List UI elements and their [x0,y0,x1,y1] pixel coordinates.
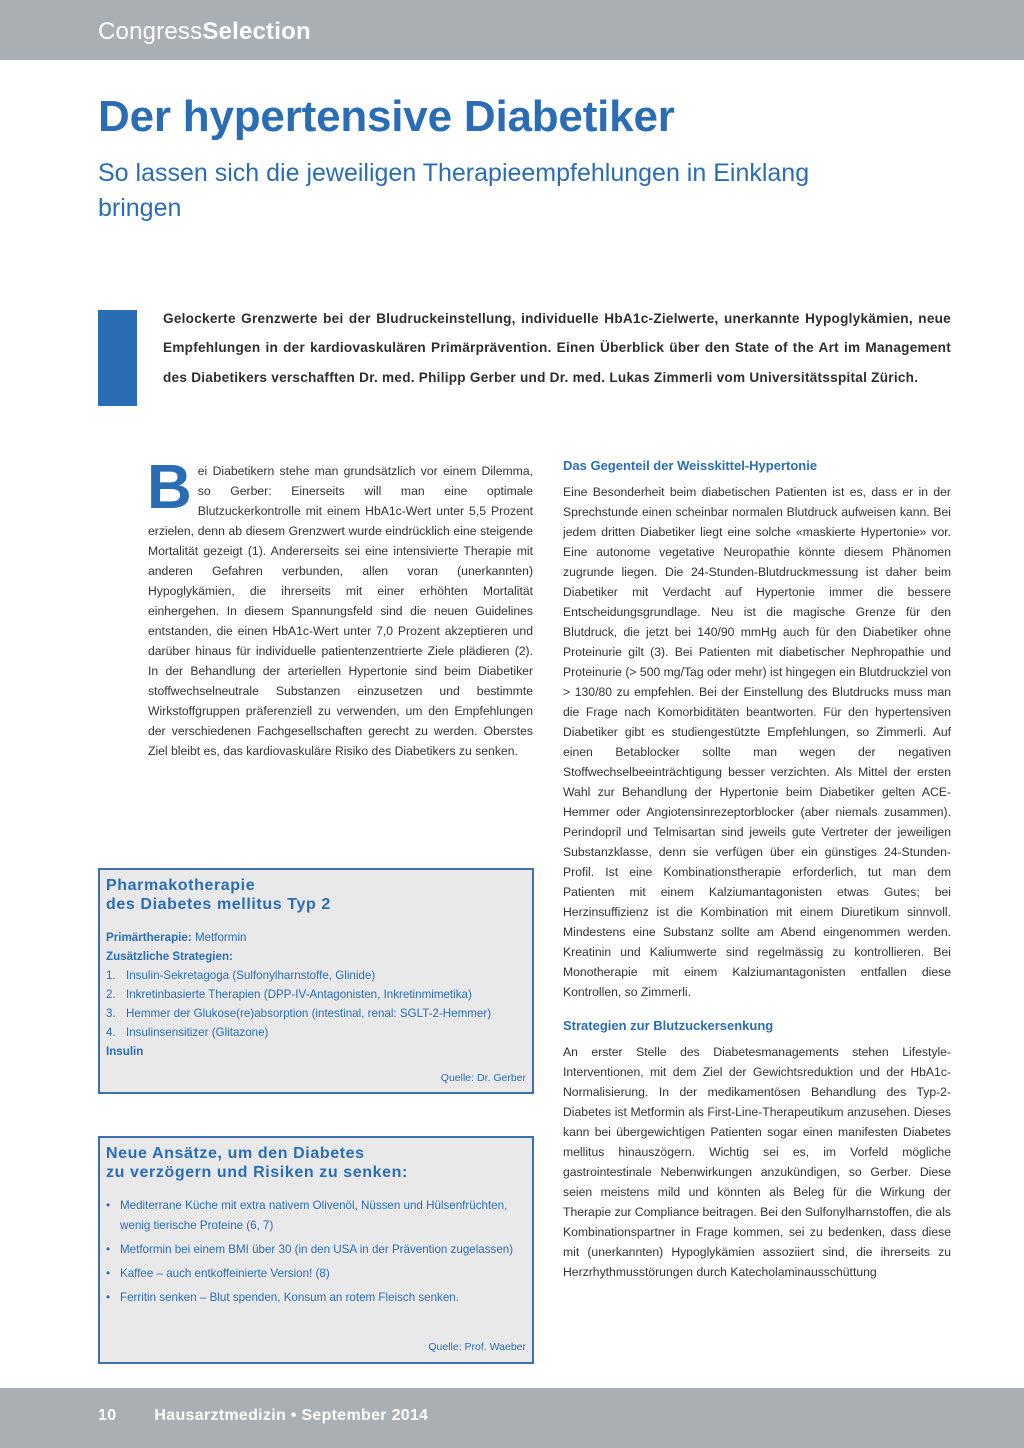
list-number: 2. [106,988,116,1001]
list-text: Mediterrane Küche mit extra nativem Olivenöl, Nüssen und Hülsenfrüchten, wenig tierische Proteine (6, 7) [120,1199,508,1232]
lead-paragraph: Gelockerte Grenzwerte bei der Bludruckeinstellung, individuelle HbA1c-Zielwerte, unerkannte Hypoglykämien, neue Empfehlungen in der kardiovaskulären Primärprävention. Einen Überblick über den State of the Art im Management des Diabetikers verschafften Dr. med. Philipp Gerber und Dr. med. Lukas Zimmerli vom Universitätsspital Zürich. [163,311,951,385]
list-item [106,966,524,985]
source-note: Quelle: Dr. Gerber [440,1072,526,1084]
article-title: Der hypertensive Diabetiker [98,92,675,141]
brand-logo [98,17,311,47]
drop-cap: B [147,453,192,522]
list-text: Kaffee – auch entkoffeinierte Version! (8) [120,1267,330,1280]
right-column [563,456,951,1282]
additional-strategies-label: Zusätzliche Strategien: [106,950,233,963]
bullet-icon: • [106,1199,111,1212]
section-paragraph: Eine Besonderheit beim diabetischen Patienten ist es, dass er in der Sprechstunde einen scheinbar normalen Blutdruck aufweisen kann. Bei jedem dritten Diabetiker liegt eine solche «maskierte Hypertonie» vor. Eine autonome vegetative Neuropathie könnte diesem Phänomen zugrunde liegen. Die 24-Stunden-Blutdruckmessung ist daher beim Diabetiker mit Verdacht auf Hypertonie immer die bessere Entscheidungsgrundlage. Neu ist die magische Grenze für den Blutdruck, die jetzt bei 140/90 mmHg auch für den Diabetiker ohne Proteinurie gilt (3). Bei Patienten mit diabetischer Nephropathie und Proteinurie (> 500 mg/Tag oder mehr) ist hingegen ein Blutdruckziel von > 130/80 zu empfehlen. Bei der Einstellung des Blutdrucks muss man die Frage nach Komorbiditäten beantworten. Für den hypertensiven Diabetiker gibt es studiengestützte Empfehlungen, so Zimmerli. Auf einen Betablocker sollte man wegen der negativen Stoffwechselbeeinträchtigung besser verzichten. Als Mittel der ersten Wahl zur Behandlung der Hypertonie beim Diabetiker gelten ACE-Hemmer oder Angiotensinrezeptorblocker (aber niemals zusammen). Perindopril und Telmisartan sind jeweils gute Vertreter der jeweiligen Substanzklasse, denn sie verfügen über ein günstiges 24-Stunden-Profil. Ist eine Kombinationstherapie erforderlich, tut man dem Patienten mit einem Kalziumantagonisten etwas Gutes; bei Herzinsuffizienz ist die Kombination mit einem Diuretikum sinnvoll. Mindestens eine Substanz sollte am Abend eingenommen werden. Kreatinin und Kaliumwerte sind regelmässig zu kontrollieren. Bei Monotherapie mit einem Kalziumantagonisten entfallen diese Kontrollen, so Zimmerli. [563,485,951,999]
section-heading: Das Gegenteil der Weisskittel-Hypertonie [563,458,818,473]
list-text: Ferritin senken – Blut spenden, Konsum an rotem Fleisch senken. [120,1291,459,1304]
strategy-list [106,966,524,1042]
list-text: Inkretinbasierte Therapien (DPP-IV-Antagonisten, Inkretinmimetika) [126,988,472,1001]
bullet-icon: • [106,1267,111,1280]
intro-text: ei Diabetikern stehe man grundsätzlich vor einem Dilemma, so Gerber: Einerseits will man eine optimale Blutzuckerkontrolle mit einem HbA1c-Wert unter 5,5 Prozent erzielen, denn ab diesem Grenzwert wurde eindrücklich eine steigende Mortalität gezeigt (1). Andererseits sei eine intensivierte Therapie mit anderen Gefahren verbunden, allen voran (unerkannten) Hypoglykämien, die ihrerseits mit einer erhöhten Mortalität einhergehen. In diesem Spannungsfeld sind die neuen Guidelines entstanden, die einen HbA1c-Wert unter 7,0 Prozent akzeptieren und darüber hinaus für individuelle patientenzentrierte Ziele plädieren (2). In der Behandlung der arteriellen Hypertonie sind beim Diabetiker stoffwechselneutrale Substanzen einzusetzen und bestimmte Wirkstoffgruppen präferenziell zu verwenden, um den Empfehlungen der verschiedenen Fachgesellschaften gerecht zu werden. Oberstes Ziel bleibt es, das kardiovaskuläre Risiko des Diabetikers zu senken. [148,464,533,758]
list-text: Insulinsensitizer (Glitazone) [126,1026,269,1039]
left-column [147,453,533,761]
bullet-icon: • [106,1291,111,1304]
insulin-item: Insulin [106,1045,144,1058]
list-text: Insulin-Sekretagoga (Sulfonylharnstoffe, Glinide) [126,969,376,982]
box-title-line: des Diabetes mellitus Typ 2 [106,896,331,913]
primary-therapy-label: Primärtherapie: [106,931,192,944]
list-text: Metformin bei einem BMI über 30 (in den USA in der Prävention zugelassen) [120,1243,514,1256]
new-approaches-box-body [106,1196,524,1308]
page-number: 10 [98,1407,117,1424]
footer [98,1405,428,1427]
list-number: 1. [106,969,116,982]
source-note: Quelle: Prof. Waeber [428,1341,526,1353]
new-approaches-box-title [106,1144,532,1182]
bullet-icon: • [106,1243,111,1256]
list-item [106,1196,524,1236]
intro-paragraph [147,453,533,761]
list-item [106,985,524,1004]
pharmacotherapy-box [98,868,534,1094]
list-item [106,1240,524,1260]
list-item [106,1264,524,1284]
pharmacotherapy-box-body [106,928,524,1061]
box-title-line: Neue Ansätze, um den Diabetes [106,1145,365,1162]
section-heading: Strategien zur Blutzuckersenkung [563,1018,774,1033]
brand-light: Congress [98,18,203,45]
publication-info: Hausarztmedizin • September 2014 [154,1407,429,1424]
list-number: 4. [106,1026,116,1039]
approaches-list [106,1196,524,1308]
box-title-line: Pharmakotherapie [106,877,256,894]
box-title-line: zu verzögern und Risiken zu senken: [106,1164,408,1181]
primary-therapy-value: Metformin [194,931,247,944]
pharmacotherapy-box-title [106,876,532,914]
list-number: 3. [106,1007,116,1020]
section-paragraph: An erster Stelle des Diabetesmanagements stehen Lifestyle-Interventionen, mit dem Ziel der Gewichtsreduktion und der HbA1c-Normalisierung. In der medikamentösen Behandlung des Typ-2-Diabetes ist Metformin als First-Line-Therapeutikum anzusehen. Dieses kann bei übergewichtigen Patienten sogar einen manifesten Diabetes mellitus hinauszögern. Wichtig sei es, im Vorfeld mögliche gastrointestinale Nebenwirkungen anzukündigen, so Gerber. Diese seien meistens mild und könnten als Beleg für die Wirkung der Therapie zur Compliance beitragen. Bei den Sulfonylharnstoffen, die als Kombinationspartner in Frage kommen, sei zu bedenken, dass diese mit (unerkannten) Hypoglykämien assoziiert sind, die ihrerseits zu Herzrhythmusstörungen durch Katecholaminausschüttung [563,1045,951,1279]
lead-accent-bar [98,310,137,406]
list-text: Hemmer der Glukose(re)absorption (intestinal, renal: SGLT-2-Hemmer) [126,1007,492,1020]
brand-bold: Selection [202,18,311,45]
list-item [106,1023,524,1042]
list-item [106,1288,524,1308]
primary-therapy-line [106,928,524,947]
article-subtitle: So lassen sich die jeweiligen Therapieempfehlungen in Einklang bringen [98,159,810,222]
header-bar [0,0,1024,60]
list-item [106,1004,524,1023]
new-approaches-box [98,1136,534,1364]
